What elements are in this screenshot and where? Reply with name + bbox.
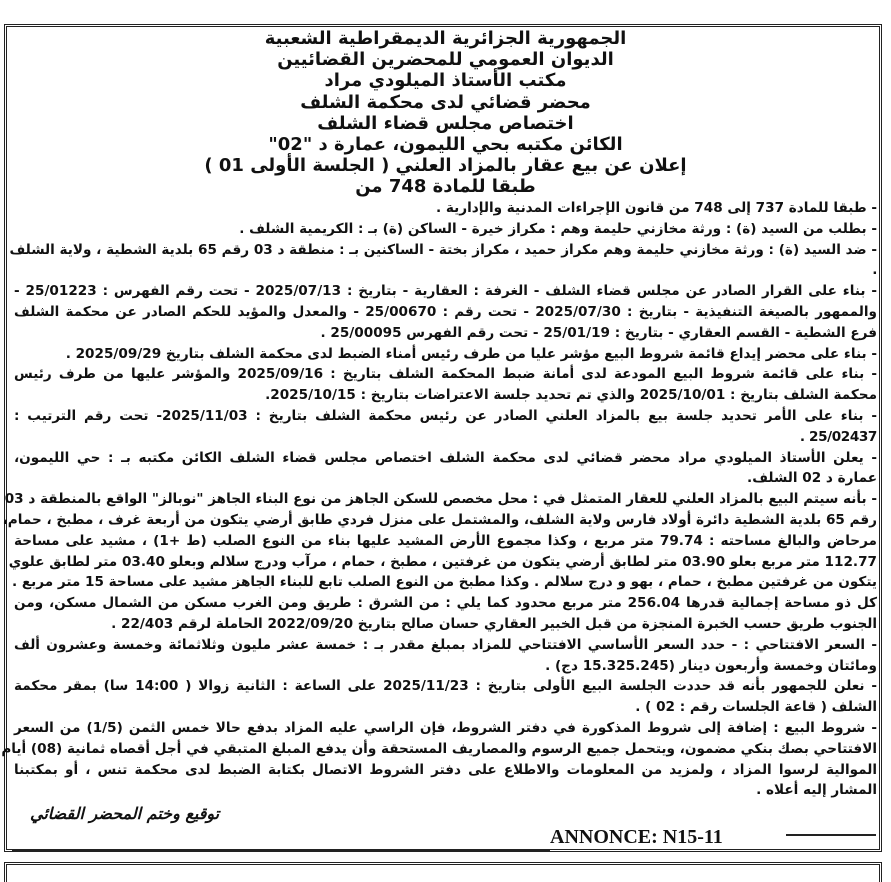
paragraph-line: - ضد السيد (ة) : ورثة مخازني حليمة وهم مكراز حميد ، مكراز بختة - الساكنين بـ : منطقة د 03 رقم 65 بلدية الشطية ، ولاية الشلف [9, 241, 877, 258]
paragraph-line: الموالية لرسوا المزاد ، ولمزيد من المعلومات والاطلاع على دفتر الشروط الاتصال بكتابة الضبط لدى محكمة تنس ، أو بمكتبنا [14, 761, 877, 778]
paragraph-line: مرحاض والبالغ مساحته : 79.74 متر مربع ، وكذا مجموع الأرض المشيد عليها بناء من النوع الصلب (ط +1) ، مشيد على مساحة [14, 532, 877, 549]
header-line: مكتب الأستاذ الميلودي مراد [324, 70, 567, 92]
header-line: محضر قضائي لدى محكمة الشلف [300, 91, 591, 113]
paragraph-line: المشار إليه أعلاه . [756, 782, 877, 799]
header-line: الكائن مكتبه بحي الليمون، عمارة د "02" [268, 134, 623, 156]
paragraph-line: رقم 65 بلدية الشطية دائرة أولاد فارس ولاية الشلف، والمشتمل على منزل فردي طابق أرضي يتكون من أربعة غرف ، مطبخ ، حمام، [2, 511, 877, 528]
header-line: إعلان عن بيع عقار بالمزاد العلني ( الجلسة الأولى 01 ) [204, 155, 687, 177]
paragraph-line: الشلف ( قاعة الجلسات رقم : 02 ) . [635, 699, 877, 716]
divider [12, 849, 550, 851]
header-line: الديوان العمومي للمحضرين القضائيين [277, 49, 614, 71]
paragraph-line: - نعلن للجمهور بأنه قد حددت الجلسة البيع الأولى بتاريخ : 2025/11/23 على الساعة : الثانية زوالا ( 14:00 سا) بمقر محكمة [14, 678, 877, 695]
paragraph-line: والممهور بالصيغة التنفيذية - بتاريخ : 2025/07/30 - تحت رقم : 25/00670 - والمعدل والمؤيد للحكم الصادر عن محكمة الشلف [14, 303, 877, 320]
notice-header [0, 28, 891, 198]
header-line: اختصاص مجلس قضاء الشلف [317, 112, 574, 134]
paragraph-line: - بناء على القرار الصادر عن مجلس قضاء الشلف - الغرفة : العقارية - بتاريخ : 2025/07/13 - تحت رقم الفهرس : 25/01223 - [14, 283, 878, 300]
next-notice-frame [4, 862, 882, 882]
paragraph-line: - بطلب من السيد (ة) : ورثة مخازني حليمة وهم : مكراز خيرة - الساكن (ة) بـ : الكريمية الشلف . [239, 220, 877, 237]
paragraph-line: - السعر الافتتاحي : - حدد السعر الأساسي الافتتاحي للمزاد بمبلغ مقدر بـ : خمسة عشر مليون وثلاثمائة وخمسة وعشرون ألف [14, 636, 877, 653]
announcement-number: ANNONCE: N15-11 [550, 826, 723, 848]
paragraph-line: يتكون من غرفتين مطبخ ، حمام ، بهو و درج سلالم . وكذا مطبخ من النوع الصلب تابع للبناء الجاهز مشيد على مساحة 15 متر مربع . [11, 574, 877, 591]
paragraph-line: فرع الشطية - القسم العقاري - بتاريخ : 25/01/19 - تحت رقم الفهرس 25/00095 . [320, 324, 877, 341]
paragraph-line: محكمة الشلف بتاريخ : 2025/10/01 والذي تم تحديد جلسة الاعتراضات بتاريخ : 2025/10/15. [265, 387, 877, 404]
header-line: الجمهورية الجزائرية الديمقراطية الشعبية [264, 28, 627, 49]
paragraph-line: كل ذو مساحة إجمالية قدرها 256.04 متر مربع محدود كما يلي : من الشرق : طريق ومن الغرب مسكن من الشمال مسكن، ومن [14, 595, 877, 612]
header-line: طبقا للمادة 748 من [355, 176, 536, 198]
paragraph-line: - شروط البيع : إضافة إلى شروط المذكورة في دفتر الشروط، فإن الراسي عليه المزاد بدفع حالا خمس الثمن (1/5) من السعر [14, 719, 877, 736]
paragraph-line: - بأنه سيتم البيع بالمزاد العلني للعقار المتمثل في : محل مخصص للسكن الجاهز من نوع البناء الجاهز "نوبالز" الواقع بالمنطقة د 03 [4, 491, 877, 508]
paragraph-line: الجنوب طريق حسب الخبرة المنجزة من قبل الخبير العقاري حسان صالح بتاريخ 2022/09/20 الحاملة لرقم 22/403 . [111, 615, 877, 632]
paragraph-line: 112.77 متر مربع بعلو 03.90 متر لطابق أرضي يتكون من غرفتين ، مطبخ ، حمام ، مرآب ودرج سلالم وبعلو 03.40 متر لطابق علوي [8, 553, 877, 570]
divider [786, 834, 876, 836]
paragraph-line: الافتتاحي بصك بنكي مضمون، ويتحمل جميع الرسوم والمصاريف المستحقة وأن يدفع المبلغ المتبقي في أجل أقصاه ثمانية (08) أيام [1, 740, 877, 757]
paragraph-line: 25/02437 . [799, 428, 877, 445]
signature-caption: توقيع وختم المحضر القضائي [30, 804, 220, 823]
notice-body [1, 198, 878, 801]
paragraph-line: . [872, 262, 877, 279]
paragraph-line: - بناء على قائمة شروط البيع المودعة لدى أمانة ضبط المحكمة الشلف بتاريخ : 2025/09/16 والمؤشر عليها من طرف رئيس [14, 366, 878, 383]
paragraph-line: - بناء على محضر إيداع قائمة شروط البيع مؤشر عليا من طرف رئيس أمناء الضبط لدى محكمة الشلف بتاريخ 2025/09/29 . [65, 345, 877, 362]
paragraph-line: - طبقا للمادة 737 إلى 748 من قانون الإجراءات المدنية والإدارية . [436, 200, 877, 216]
paragraph-line: عمارة د 02 الشلف. [747, 470, 877, 487]
paragraph-line: - بناء على الأمر تحديد جلسة بيع بالمزاد العلني الصادر عن رئيس محكمة الشلف بتاريخ : 2025/11/03- تحت رقم الترتيب : [14, 407, 878, 424]
paragraph-line: ومائتان وخمسة وأربعون دينار (15.325.245 دج) . [545, 657, 877, 674]
paragraph-line: - يعلن الأستاذ الميلودي مراد محضر قضائي لدى محكمة الشلف اختصاص مجلس قضاء الشلف الكائن مكتبه بـ : حي الليمون، [14, 449, 877, 466]
